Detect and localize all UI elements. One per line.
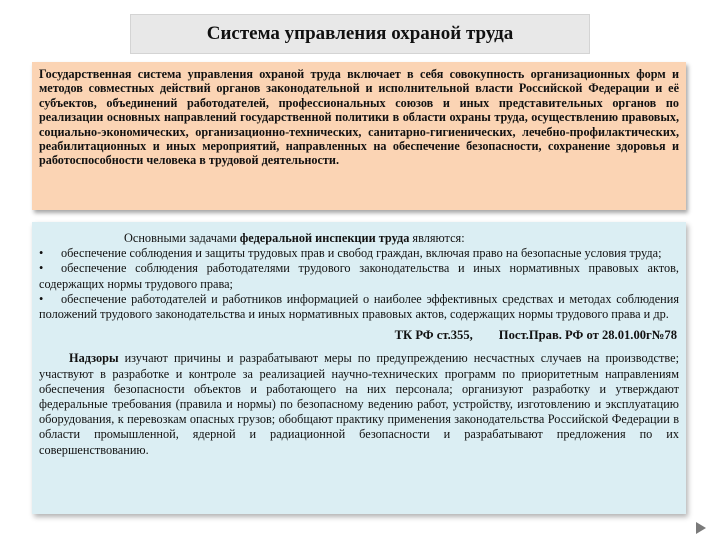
legal-references (39, 328, 679, 343)
bullet-icon: • (39, 261, 44, 276)
bullet-icon: • (39, 291, 44, 306)
list-item (39, 292, 679, 322)
list-item (39, 261, 679, 291)
page-title: Система управления охраной труда (130, 14, 590, 54)
list-item-text: обеспечение соблюдения работодателями трудового законодательства и иных нормативных правовых актов, содержащих нормы трудового права; (39, 261, 679, 291)
reference-decree: Пост.Прав. РФ от 28.01.00г№78 (498, 328, 677, 343)
list-item-text: обеспечение соблюдения и защиты трудовых прав и свобод граждан, включая право на безопасные условия труда; (61, 246, 662, 261)
tasks-heading-end: являются: (409, 231, 465, 245)
list-item (39, 246, 679, 261)
triangle-arrow-icon (696, 522, 706, 534)
tasks-heading-bold: федеральной инспекции труда (239, 231, 410, 245)
reference-labor-code: ТК РФ ст.355, (394, 328, 473, 343)
definition-text: Государственная система управления охраной труда включает в себя совокупность организационных форм и методов совместных действий органов законодательной и исполнительной власти Российской Федерации и её субъектов, объединений работодателей, профессиональных союзов и иных представительных органов по реализации основных направлений государственной политики в области охраны труда, осуществлению правовых, социально-экономических, организационно-технических, санитарно-гигиенических, лечебно-профилактических, реабилитационных и иных мероприятий, направленных на обеспечение безопасности, сохранение здоровья и работоспособности человека в трудовой деятельности. (39, 67, 679, 168)
tasks-heading (39, 231, 679, 246)
bullet-icon: • (39, 246, 44, 261)
supervision-paragraph (39, 351, 679, 457)
definition-box (32, 62, 686, 210)
list-item-text: обеспечение работодателей и работников информацией о наиболее эффективных средствах и методах соблюдения положений трудового законодательства и иных нормативных правовых актов, содержащих нормы трудового права и др. (39, 291, 679, 322)
tasks-heading-start: Основными задачами (124, 231, 240, 245)
supervision-text: изучают причины и разрабатывают меры по предупреждению несчастных случаев на производстве; участвуют в разработке и контроле за реализацией научно-технических программ по приоритетным направлениям обеспечения безопасности объектов и работающего на них персонала; организуют разработку и утверждают федеральные требования (правила и нормы) по безопасному ведению работ, устройству, изготовлению и эксплуатацию оборудования, к перевозкам опасных грузов; обобщают практику применения законодательства Российской Федерации в области промышленной, ядерной и радиационной безопасности и разрабатывают предложения по их совершенствованию. (39, 351, 679, 457)
tasks-box (32, 222, 686, 514)
supervision-bold: Надзоры (69, 351, 119, 366)
